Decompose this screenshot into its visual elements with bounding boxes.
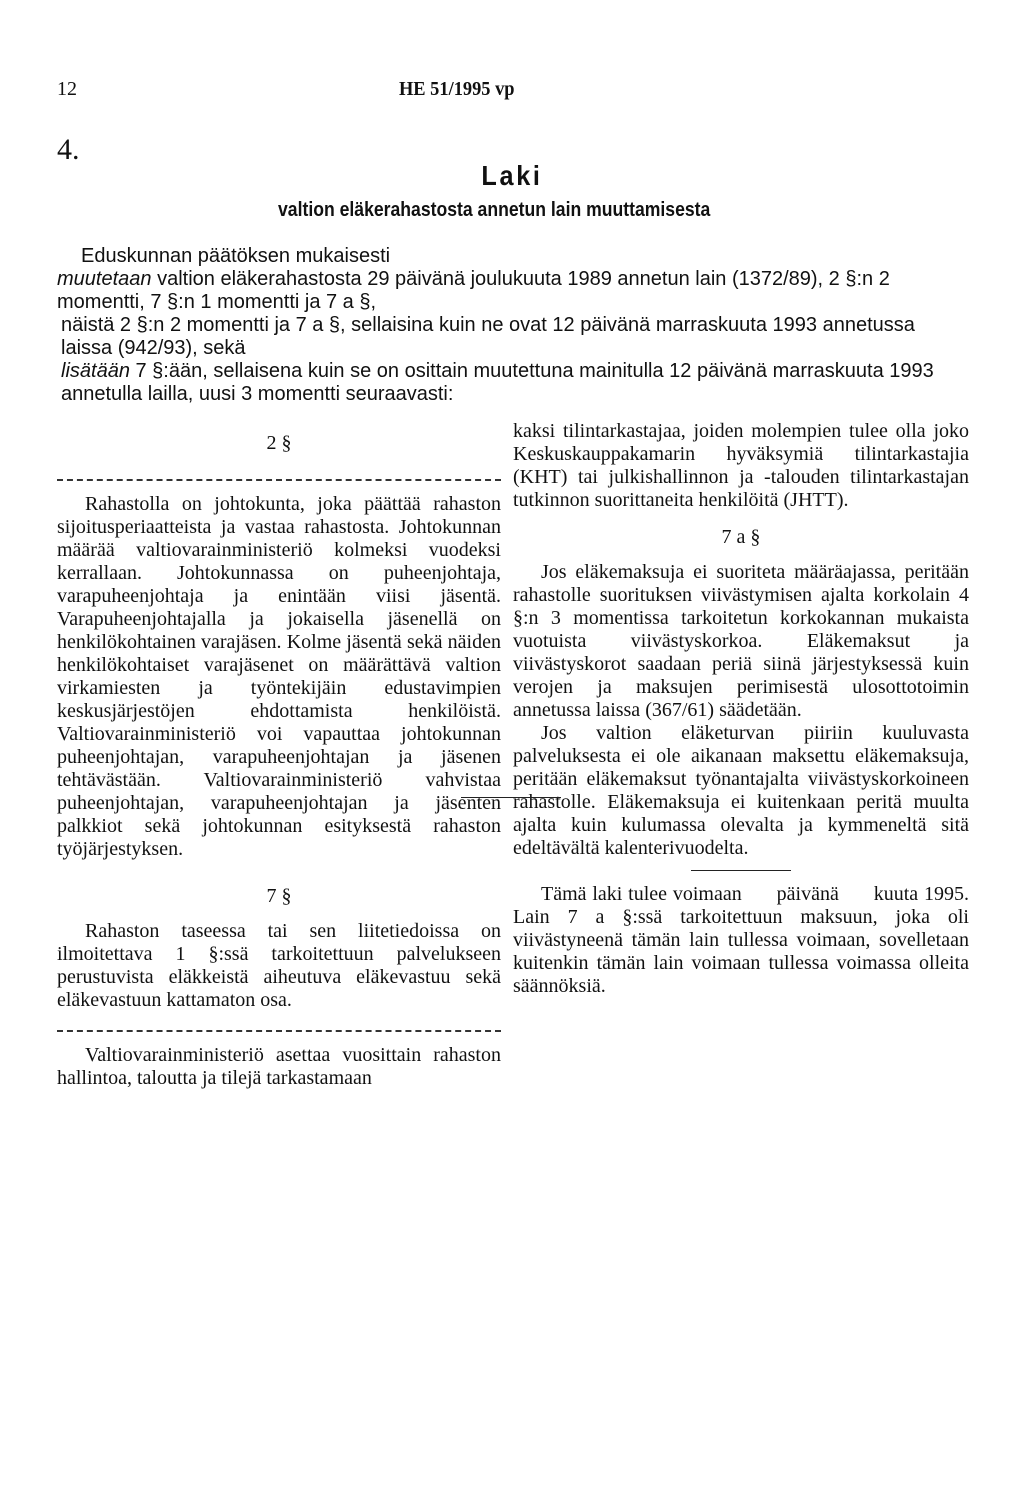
end-rule bbox=[461, 797, 561, 798]
law-subtitle: valtion eläkerahastosta annetun lain muuttamisesta bbox=[278, 199, 711, 221]
enacting-clause bbox=[57, 245, 967, 406]
intro-add-text: 7 §:ään, sellaisena kuin se on osittain muutettuna mainitulla 12 päivänä marraskuuta 1993 annetulla lailla, uusi 3 momentti seuraavasti: bbox=[61, 360, 934, 405]
section-7-paragraph-1: Rahaston taseessa tai sen liitetiedoissa on ilmoitettava 1 §:ssä tarkoitettuun palvelukseen perustuvista eläkkeistä aiheutuva eläkevastuu sekä eläkevastuun kattamaton osa. bbox=[57, 920, 501, 1011]
right-column bbox=[513, 420, 974, 998]
left-column bbox=[57, 428, 501, 1090]
section-7a-paragraph-1: Jos eläkemaksuja ei suoriteta määräajassa, peritään rahastolle suorituksen viivästymisen ajalta korkolain 4 §:n 3 momentissa tarkoitetun korkokannan mukaista vuotuista viivästyskorkoa. Eläkemaksut ja viivästyskorot saadaan periä siinä järjestyksessä kuin verojen ja maksujen perimisestä ulosottotoimin annetussa laissa (367/61) säädetään. bbox=[513, 561, 969, 721]
section-7-paragraph-3-continued: kaksi tilintarkastajaa, joiden molempien tulee olla joko Keskuskauppakamarin hyväksymiä tilintarkastajia (KHT) tai julkishallinnon ja -talouden tilintarkastajan tutkinnon suorittaneita henkilöitä (JHTT). bbox=[513, 420, 969, 511]
section-7a-heading: 7 a § bbox=[721, 526, 761, 548]
intro-amend-text: valtion eläkerahastosta 29 päivänä joulukuuta 1989 annetun lain (1372/89), 2 §:n 2 momentti, 7 §:n 1 momentti ja 7 a §, bbox=[57, 268, 890, 313]
section-2-text: Rahastolla on johtokunta, joka päättää rahaston sijoitusperiaatteista ja vastaa rahastosta. Johtokunnan määrää valtiovarainministeriö kolmeksi vuodeksi kerrallaan. Johtokunnassa on puheenjohtaja, varapuheenjohtaja ja enintään viisi jäsentä. Varapuheenjohtajalla ja jokaisella jäsenellä on henkilökohtainen varajäsen. Kolme jäsentä sekä näiden henkilökohtaiset varajäsenet on määrättävä valtion virkamiesten ja työntekijäin edustavimpien keskusjärjestöjen ehdottamista henkilöistä. Valtiovarainministeriö voi vapauttaa johtokunnan puheenjohtajan, varapuheenjohtajan ja jäsenen tehtävästään. Valtiovarainministeriö vahvistaa puheenjohtajan, varapuheenjohtajan ja jäsenten palkkiot sekä johtokunnan esityksestä rahaston työjärjestyksen. bbox=[57, 493, 501, 860]
section-7-heading: 7 § bbox=[266, 885, 292, 907]
section-number: 4. bbox=[57, 133, 80, 166]
omission-dashes bbox=[57, 1018, 501, 1032]
intro-amend-keyword: muutetaan bbox=[57, 268, 152, 290]
intro-line-3: näistä 2 §:n 2 momentti ja 7 a §, sellaisina kuin ne ovat 12 päivänä marraskuuta 1993 annetussa laissa (942/93), sekä bbox=[61, 314, 915, 359]
separator-rule bbox=[691, 870, 791, 871]
document-id: HE 51/1995 vp bbox=[399, 78, 515, 100]
intro-line-2 bbox=[57, 268, 967, 314]
section-7a-paragraph-2: Jos valtion eläketurvan piiriin kuuluvasta palveluksesta ei ole aikanaan maksettu eläkemaksuja, peritään eläkemaksut työnantajalta viivästyskorkoineen rahastolle. Eläkemaksuja ei kuitenkaan peritä muulta ajalta kuin kulumassa olevalta ja kymmeneltä sitä edeltävältä kalenterivuodelta. bbox=[513, 722, 969, 859]
section-2-heading: 2 § bbox=[266, 432, 292, 454]
entry-into-force: Tämä laki tulee voimaan päivänä kuuta 1995. Lain 7 a §:ssä tarkoitettuun maksuun, joka oli viivästyneenä tämän lain tullessa voimaan, sovelletaan kuitenkin tämän lain voimaan tullessa voimassa olleita säännöksiä. bbox=[513, 883, 974, 997]
intro-line-1: Eduskunnan päätöksen mukaisesti bbox=[81, 245, 391, 267]
intro-add-keyword: lisätään bbox=[61, 360, 130, 382]
page-number: 12 bbox=[57, 78, 77, 100]
law-title: Laki bbox=[481, 160, 543, 191]
omission-dashes bbox=[57, 467, 501, 481]
section-7-paragraph-3: Valtiovarainministeriö asettaa vuosittain rahaston hallintoa, taloutta ja tilejä tarkastamaan bbox=[57, 1044, 501, 1089]
intro-line-4 bbox=[61, 360, 967, 406]
